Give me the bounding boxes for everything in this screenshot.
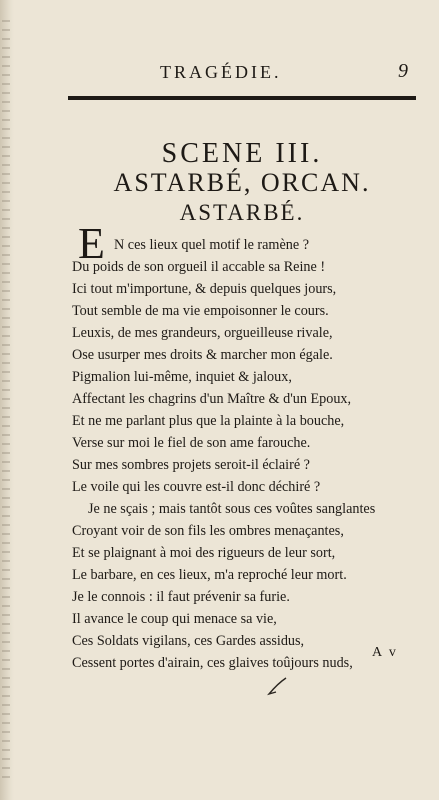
verse-line: Tout semble de ma vie empoisonner le cours.	[72, 303, 329, 319]
verse-line: Ici tout m'importune, & depuis quelques jours,	[72, 281, 337, 297]
verse-line: Je ne sçais ; mais tantôt sous ces voûtes sanglantes	[88, 501, 376, 517]
verse-line: Et se plaignant à moi des rigueurs de leur sort,	[72, 545, 336, 561]
verse-line: Il avance le coup qui menace sa vie,	[72, 611, 277, 627]
scene-title: SCENE III.	[161, 138, 323, 169]
binding-stitch-marks	[2, 20, 10, 780]
verse-line: Du poids de son orgueil il accable sa Reine !	[72, 259, 326, 275]
header-rule	[68, 96, 416, 100]
verse-line: Et ne me parlant plus que la plainte à la bouche,	[72, 413, 345, 429]
verse-line: Cessent portes d'airain, ces glaives toûjours nuds,	[72, 655, 353, 671]
scene-characters: ASTARBÉ, ORCAN.	[113, 168, 371, 197]
verse-line-1-text: N ces lieux quel motif le ramène ?	[114, 237, 310, 253]
verse-line: Ose usurper mes droits & marcher mon égale.	[72, 347, 333, 363]
speaker-name: ASTARBÉ.	[179, 200, 305, 225]
verse-line: Ces Soldats vigilans, ces Gardes assidus,	[72, 633, 305, 649]
verse-block	[72, 219, 422, 674]
running-title: TRAGÉDIE.	[160, 62, 282, 82]
verse-line: Affectant les chagrins d'un Maître & d'un Epoux,	[72, 391, 352, 407]
verse-line: Je le connois : il faut prévenir sa furie.	[72, 589, 290, 605]
pen-mark-icon	[266, 676, 290, 696]
verse-line: Croyant voir de son fils les ombres menaçantes,	[72, 523, 344, 539]
signature-mark: A v	[372, 645, 398, 660]
verse-line: Verse sur moi le fiel de son ame farouche.	[72, 435, 311, 451]
verse-line: Leuxis, de mes grandeurs, orgueilleuse rivale,	[72, 325, 333, 341]
running-header	[68, 62, 416, 86]
verse-line: Pigmalion lui-même, inquiet & jaloux,	[72, 369, 292, 385]
verse-line: Le barbare, en ces lieux, m'a reproché leur mort.	[72, 567, 347, 583]
drop-cap: E	[78, 219, 105, 268]
page-number: 9	[398, 60, 408, 82]
binding-gutter	[0, 0, 14, 800]
verse-line: Le voile qui les couvre est-il donc déchiré ?	[72, 479, 321, 495]
verse-line: Sur mes sombres projets seroit-il éclairé ?	[72, 457, 310, 473]
